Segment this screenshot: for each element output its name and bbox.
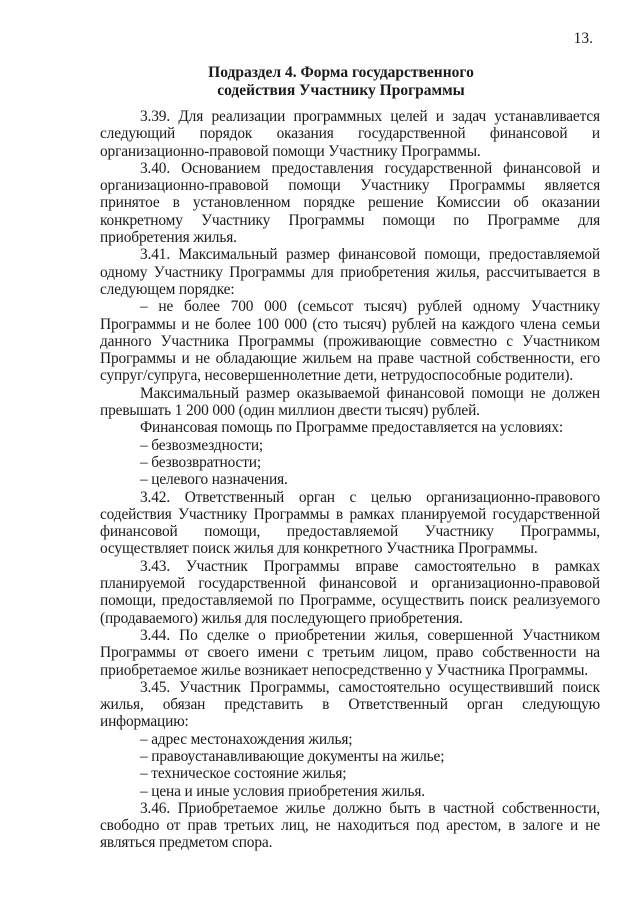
- paragraph-line: приобретения жилья.: [100, 229, 237, 247]
- paragraph: [100, 783, 600, 800]
- paragraph-line: Максимальный размер оказываемой финансовой помощи не должен: [140, 384, 600, 402]
- paragraph-line: – безвозвратности;: [140, 453, 262, 471]
- paragraph-line: 3.45. Участник Программы, самостоятельно осуществивший поиск: [140, 678, 600, 696]
- paragraph-line: помощи, предоставляемой по Программе, осуществить поиск реализуемого: [100, 592, 600, 610]
- section-title-line: содействия Участнику Программы: [217, 82, 465, 99]
- paragraph: [100, 627, 600, 679]
- paragraph-line: 3.40. Основанием предоставления государственной финансовой и: [140, 159, 600, 177]
- paragraph-line: Финансовая помощь по Программе предоставляется на условиях:: [140, 419, 564, 437]
- paragraph: [100, 298, 600, 384]
- paragraph-line: Программы и не более 100 000 (сто тысяч) рублей на каждого члена семьи: [100, 315, 600, 333]
- paragraph-line: конкретному Участнику Программы помощи по Программе для: [100, 211, 600, 229]
- paragraph: [100, 419, 600, 436]
- paragraph-line: принятое в установленном порядке решение Комиссии об оказании: [100, 194, 600, 212]
- paragraph: [100, 160, 600, 246]
- paragraph: [100, 437, 600, 454]
- paragraph-line: осуществляет поиск жилья для конкретного Участника Программы.: [100, 540, 538, 558]
- paragraph-line: Программы от своего имени с третьим лицом, право собственности на: [100, 644, 600, 662]
- paragraph-line: – правоустанавливающие документы на жилье;: [140, 747, 445, 765]
- paragraph-line: 3.42. Ответственный орган с целью организационно-правового: [140, 488, 600, 506]
- paragraph-line: жилья, обязан представить в Ответственный орган следующую: [100, 696, 600, 714]
- paragraph-line: Программы и не обладающие жильем на праве частной собственности, его: [100, 350, 600, 368]
- paragraph: [100, 748, 600, 765]
- document-body: [100, 108, 600, 852]
- paragraph-line: превышать 1 200 000 (один миллион двести тысяч) рублей.: [100, 402, 480, 420]
- paragraph: [100, 800, 600, 852]
- paragraph-line: следующем порядке:: [100, 280, 235, 298]
- paragraph-line: приобретаемое жилье возникает непосредственно у Участника Программы.: [100, 661, 588, 679]
- paragraph-line: планируемой государственной финансовой и организационно-правовой: [100, 575, 600, 593]
- paragraph-line: – целевого назначения.: [140, 471, 288, 489]
- paragraph-line: 3.46. Приобретаемое жилье должно быть в частной собственности,: [140, 799, 600, 817]
- paragraph-line: (продаваемого) жилья для последующего приобретения.: [100, 609, 463, 627]
- paragraph-line: финансовой помощи, предоставляемой Участнику Программы,: [100, 523, 600, 541]
- paragraph: [100, 679, 600, 731]
- paragraph-line: содействия Участнику Программы в рамках планируемой государственной: [100, 505, 600, 523]
- paragraph: [100, 471, 600, 488]
- paragraph-line: являться предметом спора.: [100, 834, 273, 852]
- paragraph-line: – техническое состояние жилья;: [140, 765, 347, 783]
- paragraph: [100, 385, 600, 420]
- paragraph-line: одному Участнику Программы для приобретения жилья, рассчитывается в: [100, 263, 600, 281]
- paragraph-line: организационно-правовой помощи Участнику Программы является: [100, 177, 600, 195]
- paragraph: [100, 246, 600, 298]
- paragraph-line: супруг/супруга, несовершеннолетние дети, нетрудоспособные родители).: [100, 367, 574, 385]
- page-number: 13.: [573, 30, 593, 47]
- section-title-line: Подраздел 4. Форма государственного: [208, 64, 474, 81]
- paragraph: [100, 108, 600, 160]
- paragraph: [100, 731, 600, 748]
- paragraph: [100, 558, 600, 627]
- paragraph: [100, 454, 600, 471]
- paragraph-line: данного Участника Программы (проживающие совместно с Участником: [100, 332, 600, 350]
- paragraph-line: 3.39. Для реализации программных целей и задач устанавливается: [140, 108, 600, 125]
- paragraph-line: информацию:: [100, 713, 189, 731]
- paragraph-line: организационно-правовой помощи Участнику Программы.: [100, 142, 481, 160]
- section-title: [0, 64, 640, 100]
- paragraph-line: следующий порядок оказания государственной финансовой и: [100, 125, 600, 143]
- paragraph-line: 3.41. Максимальный размер финансовой помощи, предоставляемой: [140, 246, 600, 264]
- paragraph: [100, 489, 600, 558]
- paragraph: [100, 765, 600, 782]
- paragraph-line: – безвозмездности;: [140, 436, 264, 454]
- paragraph-line: 3.44. По сделке о приобретении жилья, совершенной Участником: [140, 626, 600, 644]
- paragraph-line: – цена и иные условия приобретения жилья.: [140, 782, 425, 800]
- paragraph-line: – адрес местонахождения жилья;: [140, 730, 353, 748]
- paragraph-line: свободно от прав третьих лиц, не находиться под арестом, в залоге и не: [100, 817, 600, 835]
- paragraph-line: 3.43. Участник Программы вправе самостоятельно в рамках: [140, 557, 600, 575]
- paragraph-line: – не более 700 000 (семьсот тысяч) рублей одному Участнику: [140, 298, 600, 316]
